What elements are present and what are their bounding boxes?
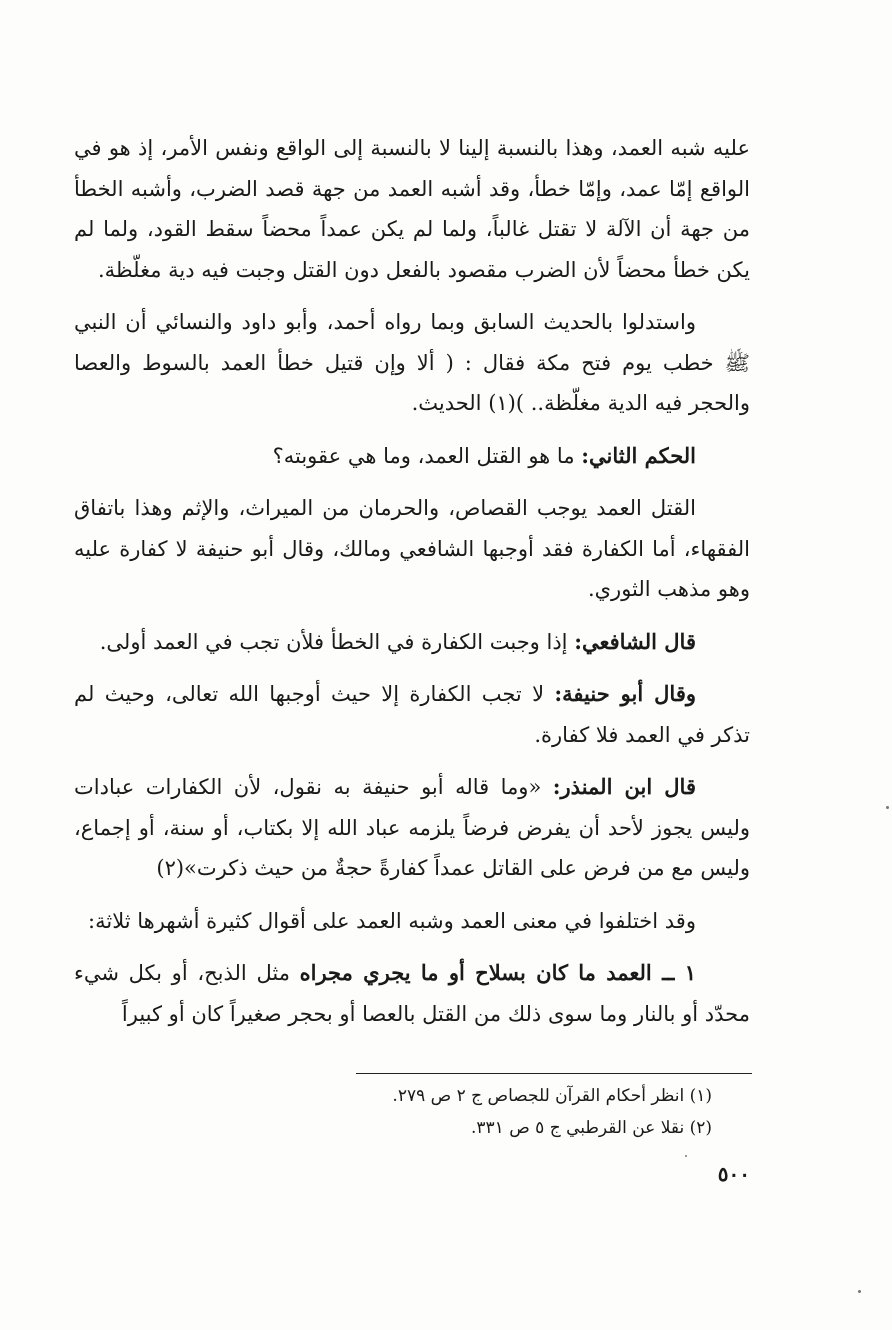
- opinion-heading: وقال أبو حنيفة:: [554, 681, 696, 706]
- paragraph-text: عليه شبه العمد، وهذا بالنسبة إلينا لا بالنسبة إلى الواقع ونفس الأمر، إذ هو في الواقع إمّا عمد، وإمّا خطأ، وقد أشبه العمد من جهة قصد الضرب، وأشبه الخطأ من جهة أن الآلة لا تقتل غالباً، ولما لم يكن عمداً محضاً سقط القود، ولما لم يكن خطأ محضاً لأن الضرب مقصود بالفعل دون القتل وجبت فيه دية مغلّظة.: [74, 136, 750, 282]
- paragraph-1: [74, 128, 750, 290]
- footnote-2: (٢) نقلا عن القرطبي ج ٥ ص ٣٣١.: [470, 1118, 712, 1138]
- ibn-al-mundhir-opinion: [74, 767, 750, 889]
- shafii-opinion: [74, 622, 750, 663]
- opinion-heading: قال الشافعي:: [574, 628, 696, 654]
- definition-1: [74, 953, 750, 1034]
- section-heading-paragraph: [74, 436, 750, 477]
- paragraph-text: مثل الذبح، أو بكل شيء محدّد أو بالنار وما سوى ذلك من القتل بالعصا أو بحجر صغيراً كان أو كبيراً: [74, 961, 750, 1026]
- paragraph-8: [74, 901, 750, 942]
- paragraph-text: ما هو القتل العمد، وما هي عقوبته؟: [272, 443, 582, 468]
- paragraph-text: واستدلوا بالحديث السابق وبما رواه أحمد، وأبو داود والنسائي أن النبي ﷺ خطب يوم فتح مكة فقال : ( ألا وإن قتيل خطأ العمد بالسوط والعصا والحجر فيه الدية مغلّظة.. )(١) الحديث.: [74, 310, 750, 415]
- paragraph-2: [74, 302, 750, 424]
- footnotes: [300, 1080, 750, 1144]
- scan-speck: [858, 1290, 861, 1293]
- opinion-heading: قال ابن المنذر:: [552, 774, 696, 799]
- paragraph-text: لا تجب الكفارة إلا حيث أوجبها الله تعالى، وحيث لم تذكر في العمد فلا كفارة.: [74, 682, 750, 747]
- footnote-1: (١) انظر أحكام القرآن للجصاص ج ٢ ص ٢٧٩.: [392, 1086, 712, 1106]
- paragraph-text: القتل العمد يوجب القصاص، والحرمان من الميراث، والإثم وهذا باتفاق الفقهاء، أما الكفارة فقد أوجبها الشافعي ومالك، وقال أبو حنيفة لا كفارة عليه وهو مذهب الثوري.: [74, 496, 750, 601]
- page-number: ٥٠٠: [717, 1162, 750, 1186]
- section-heading: الحكم الثاني:: [581, 442, 696, 468]
- paragraph-text: وقد اختلفوا في معنى العمد وشبه العمد على أقوال كثيرة أشهرها ثلاثة:: [88, 908, 696, 933]
- footnote-separator: [356, 1073, 752, 1074]
- paragraph-text: «وما قاله أبو حنيفة به نقول، لأن الكفارات عبادات وليس يجوز لأحد أن يفرض فرضاً يلزمه عباد الله إلا بكتاب، أو سنة، أو إجماع، وليس مع من فرض على القاتل عمداً كفارةً حجةٌ من حيث ذكرت»(٢): [74, 775, 750, 880]
- paragraph-text: إذا وجبت الكفارة في الخطأ فلأن تجب في العمد أولى.: [99, 629, 575, 654]
- definition-heading: ١ ــ العمد ما كان بسلاح أو ما يجري مجراه: [299, 960, 696, 985]
- abu-hanifa-opinion: [74, 674, 750, 755]
- main-text: [74, 128, 750, 1046]
- scan-speck: [685, 1155, 687, 1157]
- scan-speck: [886, 806, 889, 809]
- paragraph-4: [74, 488, 750, 610]
